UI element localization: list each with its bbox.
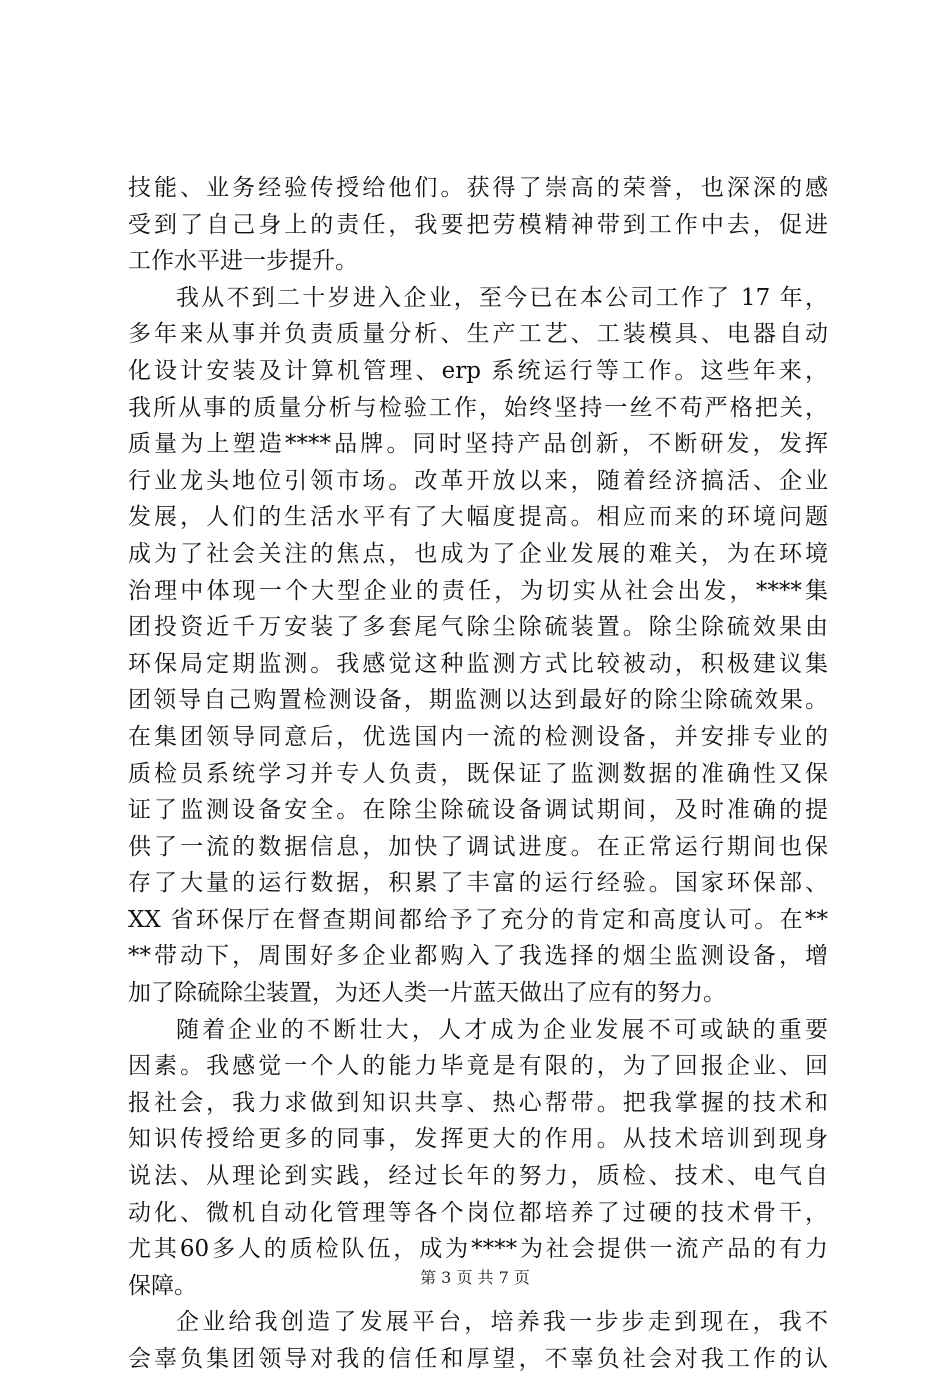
text-line: 成为了社会关注的焦点，也成为了企业发展的难关，为在环境 [128, 540, 828, 567]
text-line: 行业龙头地位引领市场。改革开放以来，随着经济搞活、企业 [128, 467, 828, 494]
text-line: 质量为上塑造****品牌。同时坚持产品创新，不断研发，发挥 [128, 431, 828, 458]
text-line: 说法、从理论到实践，经过长年的努力，质检、技术、电气自 [128, 1163, 828, 1190]
text-line: 供了一流的数据信息，加快了调试进度。在正常运行期间也保 [128, 833, 828, 860]
text-line: 受到了自己身上的责任，我要把劳模精神带到工作中去，促进 [128, 211, 828, 238]
paragraph-first-line: 企业给我创造了发展平台，培养我一步步走到现在，我不 [176, 1309, 828, 1336]
text-line: 存了大量的运行数据，积累了丰富的运行经验。国家环保部、 [128, 870, 828, 897]
text-line: XX 省环保厅在督查期间都给予了充分的肯定和高度认可。在** [128, 906, 828, 933]
text-line: 技能、业务经验传授给他们。获得了崇高的荣誉，也深深的感 [128, 175, 828, 201]
text-line: 治理中体现一个大型企业的责任，为切实从社会出发，****集 [128, 577, 828, 604]
text-line: 环保局定期监测。我感觉这种监测方式比较被动，积极建议集 [128, 650, 828, 677]
document-body [128, 170, 828, 1378]
text-line: **带动下，周围好多企业都购入了我选择的烟尘监测设备，增 [128, 943, 828, 970]
text-line: 在集团领导同意后，优选国内一流的检测设备，并安排专业的 [128, 723, 828, 750]
page-number-footer: 第 3 页 共 7 页 [420, 1268, 530, 1287]
text-line: 动化、微机自动化管理等各个岗位都培养了过硬的技术骨干， [128, 1199, 828, 1226]
text-line: 工作水平进一步提升。 [128, 248, 358, 275]
paragraph-first-line: 我从不到二十岁进入企业，至今已在本公司工作了 17 年， [176, 284, 828, 311]
text-line: 保障。 [128, 1272, 197, 1299]
text-line: 团投资近千万安装了多套尾气除尘除硫装置。除尘除硫效果由 [128, 614, 828, 641]
text-line: 多年来从事并负责质量分析、生产工艺、工装模具、电器自动 [128, 321, 828, 348]
text-line: 会辜负集团领导对我的信任和厚望，不辜负社会对我工作的认 [128, 1346, 828, 1372]
text-line: 证了监测设备安全。在除尘除硫设备调试期间，及时准确的提 [128, 797, 828, 824]
text-line: 因素。我感觉一个人的能力毕竟是有限的，为了回报企业、回 [128, 1053, 828, 1080]
text-line: 报社会，我力求做到知识共享、热心帮带。把我掌握的技术和 [128, 1089, 828, 1116]
text-line: 知识传授给更多的同事，发挥更大的作用。从技术培训到现身 [128, 1126, 828, 1153]
text-line: 我所从事的质量分析与检验工作，始终坚持一丝不苟严格把关， [128, 394, 828, 421]
text-line: 尤其60多人的质检队伍，成为****为社会提供一流产品的有力 [128, 1236, 828, 1263]
text-line: 加了除硫除尘装置，为还人类一片蓝天做出了应有的努力。 [128, 980, 726, 1007]
text-line: 质检员系统学习并专人负责，既保证了监测数据的准确性又保 [128, 760, 828, 787]
paragraph-first-line: 随着企业的不断壮大，人才成为企业发展不可或缺的重要 [176, 1016, 828, 1043]
text-line: 团领导自己购置检测设备，期监测以达到最好的除尘除硫效果。 [128, 687, 828, 714]
text-line: 发展，人们的生活水平有了大幅度提高。相应而来的环境问题 [128, 504, 828, 531]
text-line: 化设计安装及计算机管理、erp 系统运行等工作。这些年来， [128, 357, 828, 384]
